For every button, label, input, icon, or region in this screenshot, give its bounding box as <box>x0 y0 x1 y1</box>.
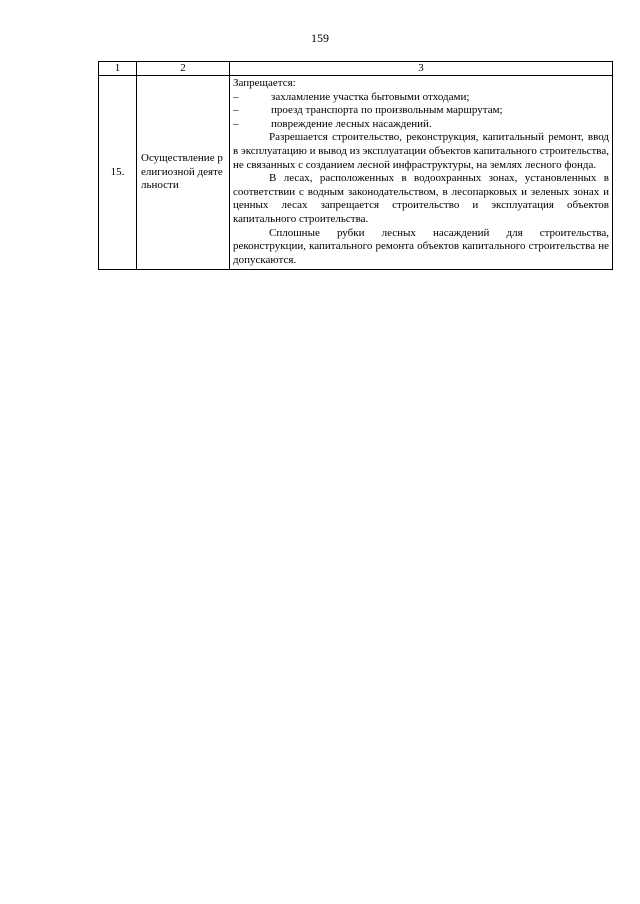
header-col-3: 3 <box>230 62 613 76</box>
list-item <box>233 91 609 105</box>
header-col-1: 1 <box>99 62 137 76</box>
list-item-text: проезд транспорта по произвольным маршрутам; <box>271 104 503 117</box>
table-header-row <box>99 62 613 76</box>
list-item <box>233 118 609 132</box>
header-col-2: 2 <box>137 62 230 76</box>
list-item-text: повреждение лесных насаждений. <box>271 117 432 130</box>
row-number: 15. <box>99 76 137 270</box>
page-number: 159 <box>311 31 329 45</box>
water-zone-paragraph: В лесах, расположенных в водоохранных зонах, установленных в соответствии с водным законодательством, в лесопарковых и зеленых зонах и ценных лесах запрещается строительство и эксплуатация объектов капитального строительства. <box>233 172 609 225</box>
permitted-paragraph: Разрешается строительство, реконструкция, капитальный ремонт, ввод в эксплуатацию и вывод из эксплуатации объектов капитального строительства, не связанных с созданием лесной инфраструктуры, на землях лесного фонда. <box>233 131 609 171</box>
table-row <box>99 76 613 270</box>
list-item <box>233 104 609 118</box>
list-marker: – <box>233 90 239 103</box>
clear-cutting-paragraph: Сплошные рубки лесных насаждений для строительства, реконструкции, капитального ремонта объектов капитального строительства не допускаются. <box>233 226 609 266</box>
list-item-text: захламление участка бытовыми отходами; <box>271 90 470 103</box>
prohibited-heading: Запрещается: <box>233 77 296 89</box>
activity-name: Осуществление религиозной деятельности <box>137 76 230 270</box>
regulations-table <box>98 61 613 270</box>
regulation-text <box>230 76 613 270</box>
list-marker: – <box>233 104 239 117</box>
list-marker: – <box>233 117 239 130</box>
